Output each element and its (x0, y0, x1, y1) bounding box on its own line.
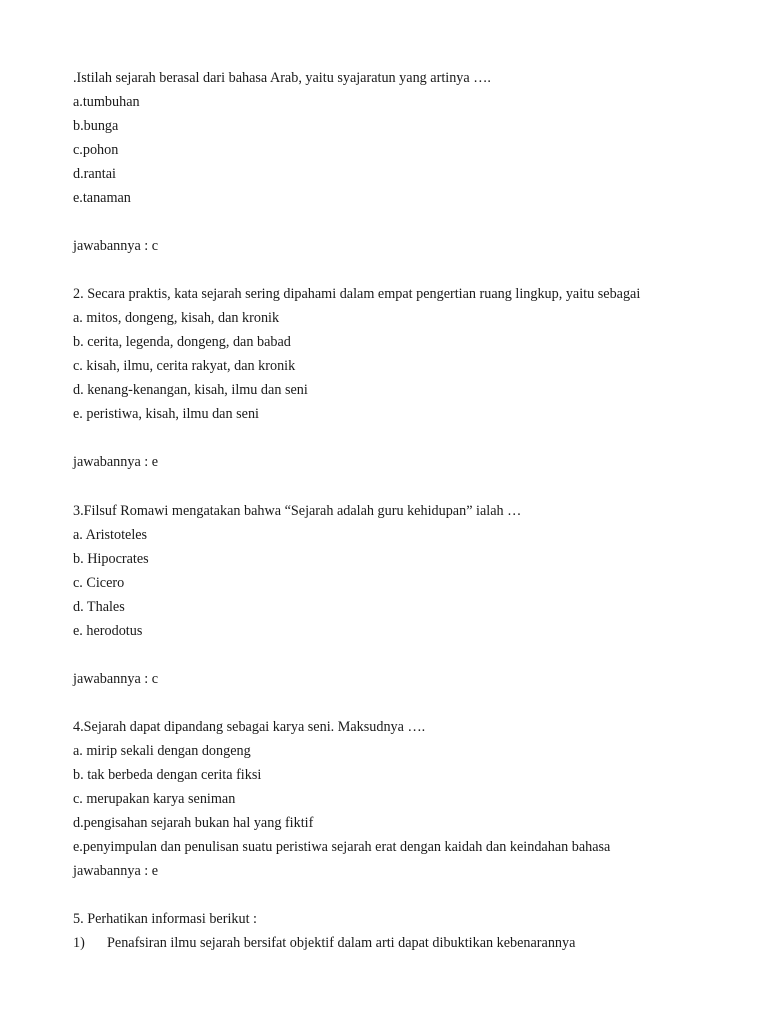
q3-answer: jawabannya : c (73, 671, 159, 687)
question-5: 5. Perhatikan informasi berikut : (73, 911, 258, 927)
q4-option-a: a. mirip sekali dengan dongeng (73, 743, 251, 759)
q2-option-d: d. kenang-kenangan, kisah, ilmu dan seni (73, 382, 308, 398)
q1-option-d: d.rantai (73, 166, 116, 182)
q1-answer: jawabannya : c (73, 238, 159, 254)
q3-option-b: b. Hipocrates (73, 551, 149, 567)
q4-option-e: e.penyimpulan dan penulisan suatu peristiwa sejarah erat dengan kaidah dan keindahan bahasa (73, 839, 611, 855)
q5-item-1-text: Penafsiran ilmu sejarah bersifat objektif dalam arti dapat dibuktikan kebenarannya (107, 935, 576, 951)
q5-item-1 (73, 934, 575, 952)
q2-option-e: e. peristiwa, kisah, ilmu dan seni (73, 406, 259, 422)
q4-option-c: c. merupakan karya seniman (73, 791, 236, 807)
q3-option-d: d. Thales (73, 599, 125, 615)
question-3: 3.Filsuf Romawi mengatakan bahwa “Sejarah adalah guru kehidupan” ialah … (73, 503, 522, 519)
q4-option-b: b. tak berbeda dengan cerita fiksi (73, 767, 262, 783)
q1-option-b: b.bunga (73, 118, 119, 134)
q3-option-c: c. Cicero (73, 575, 125, 591)
q1-option-e: e.tanaman (73, 190, 131, 206)
q2-answer: jawabannya : e (73, 454, 159, 470)
q1-option-a: a.tumbuhan (73, 94, 140, 110)
question-1: .Istilah sejarah berasal dari bahasa Arab, yaitu syajaratun yang artinya …. (73, 70, 491, 86)
question-2: 2. Secara praktis, kata sejarah sering dipahami dalam empat pengertian ruang lingkup, yaitu sebagai (73, 286, 641, 302)
q2-option-c: c. kisah, ilmu, cerita rakyat, dan kronik (73, 358, 296, 374)
q2-option-b: b. cerita, legenda, dongeng, dan babad (73, 334, 291, 350)
q4-option-d: d.pengisahan sejarah bukan hal yang fiktif (73, 815, 314, 831)
q3-option-a: a. Aristoteles (73, 527, 148, 543)
question-4: 4.Sejarah dapat dipandang sebagai karya seni. Maksudnya …. (73, 719, 426, 735)
q4-answer: jawabannya : e (73, 863, 159, 879)
q1-option-c: c.pohon (73, 142, 119, 158)
q2-option-a: a. mitos, dongeng, kisah, dan kronik (73, 310, 280, 326)
q5-item-1-number: 1) (73, 935, 85, 951)
q3-option-e: e. herodotus (73, 623, 143, 639)
